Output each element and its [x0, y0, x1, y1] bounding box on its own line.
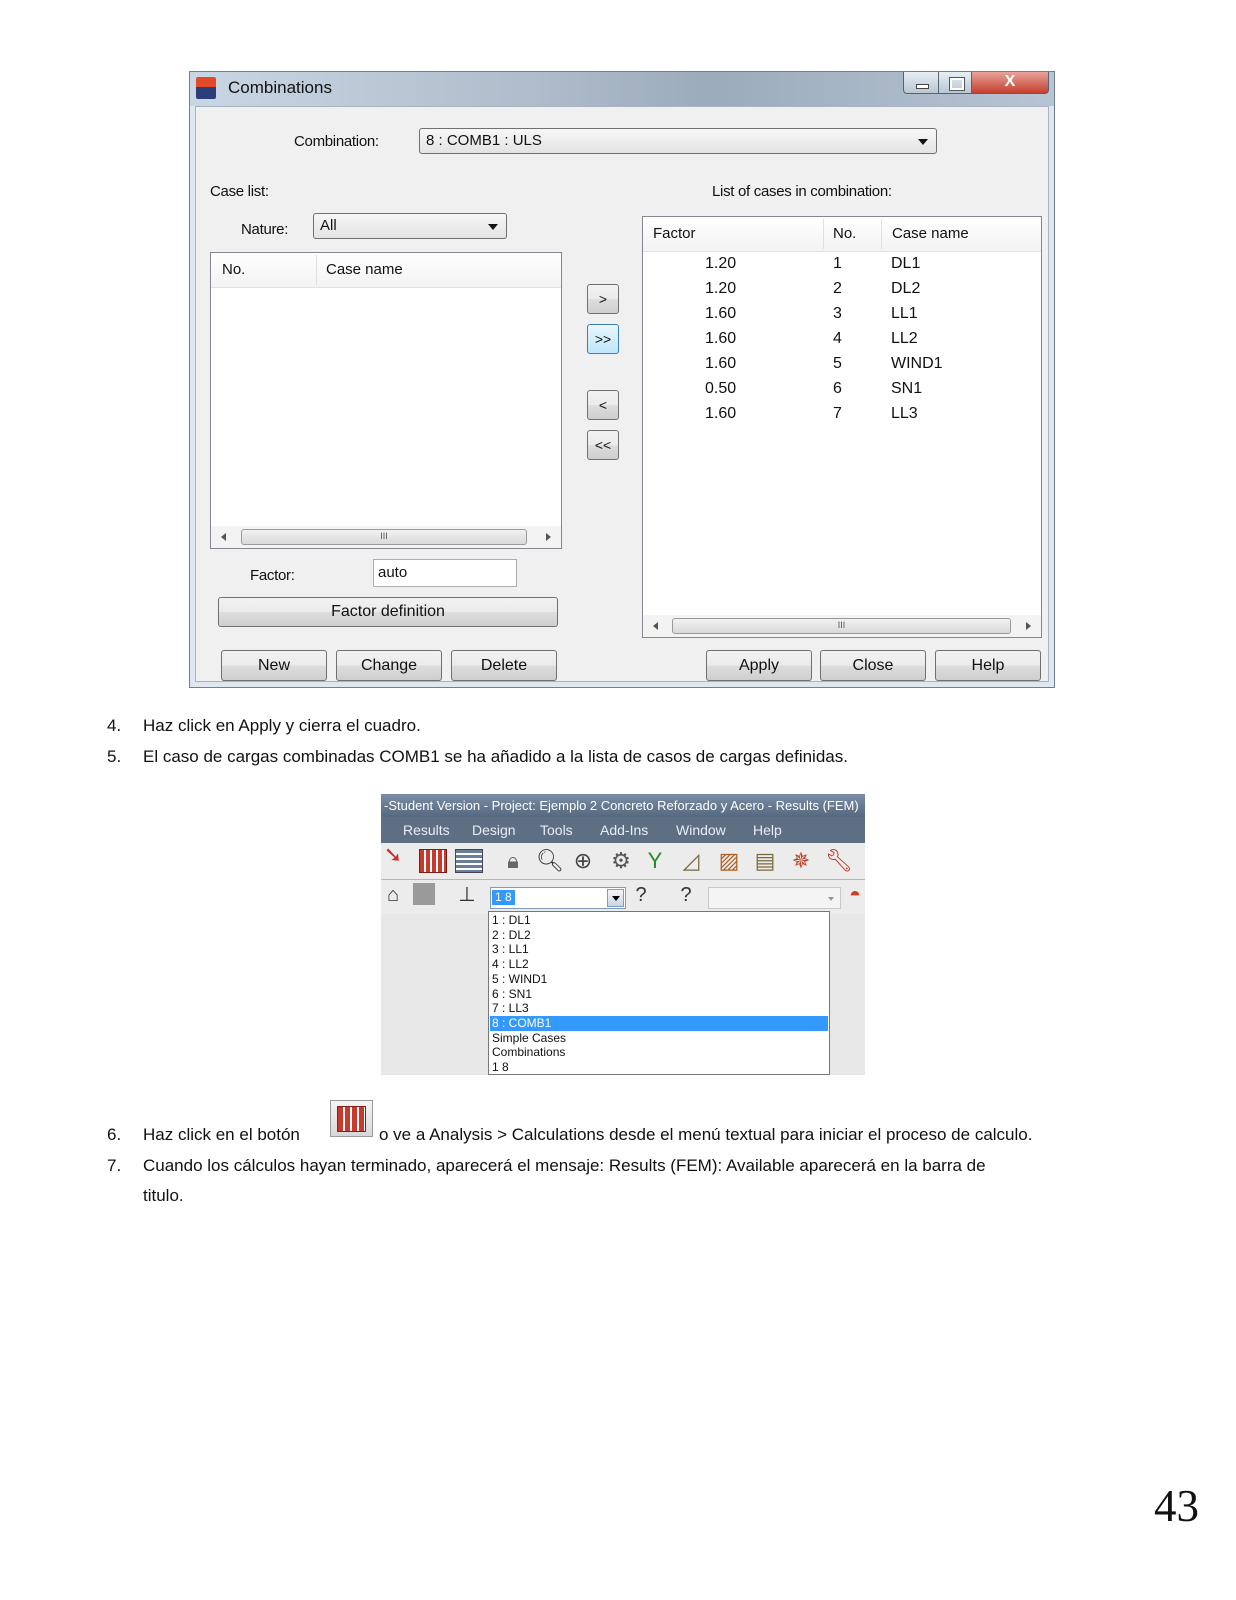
app-titlebar: -Student Version - Project: Ejemplo 2 Concreto Reforzado y Acero - Results (FEM) — [381, 794, 865, 817]
cell-factor: 0.50 — [705, 380, 737, 397]
page-number: 43 — [1154, 1481, 1199, 1531]
case-list[interactable] — [210, 252, 562, 549]
structure-view-icon[interactable]: ⌂ — [386, 884, 400, 906]
combination-value: 8 : COMB1 : ULS — [426, 132, 542, 149]
zoom-icon[interactable]: 🔍︎ — [536, 848, 564, 873]
dropdown-item[interactable]: 4 : LL2 — [492, 957, 529, 972]
remove-all-button[interactable]: << — [587, 430, 619, 460]
combination-row[interactable] — [643, 280, 1039, 305]
maximize-button[interactable] — [938, 72, 972, 94]
measure-icon[interactable]: ◿ — [682, 848, 700, 873]
combination-row[interactable] — [643, 355, 1039, 380]
close-button[interactable]: Close — [820, 650, 926, 681]
apply-button[interactable]: Apply — [706, 650, 812, 681]
add-all-button[interactable]: >> — [587, 324, 619, 354]
dialog-body — [195, 106, 1049, 682]
cell-no: 3 — [833, 305, 842, 322]
add-selected-button[interactable]: > — [587, 284, 619, 314]
scroll-thumb[interactable]: III — [672, 618, 1011, 634]
dropdown-item[interactable]: 1 : DL1 — [492, 913, 531, 927]
zoom-all-icon[interactable]: ⊕ — [573, 848, 593, 873]
branch-icon[interactable]: Y — [647, 848, 663, 873]
wrench-icon[interactable]: 🔧︎ — [825, 848, 853, 873]
nature-label: Nature: — [241, 221, 289, 238]
chevron-down-icon[interactable] — [607, 889, 624, 907]
cell-factor: 1.20 — [705, 280, 737, 297]
step-number: 5. — [107, 747, 122, 766]
delete-button[interactable]: Delete — [451, 650, 557, 681]
step-text: Cuando los cálculos hayan terminado, aparecerá el mensaje: Results (FEM): Available aparecerá en la barra de — [143, 1156, 986, 1175]
load-table-icon[interactable]: ? — [680, 884, 692, 906]
view-icon[interactable]: ⚙ — [611, 848, 631, 873]
dropdown-item[interactable]: 7 : LL3 — [492, 1001, 529, 1016]
combination-row[interactable] — [643, 405, 1039, 430]
cell-name: LL1 — [891, 305, 918, 322]
dialog-titlebar[interactable] — [190, 72, 1054, 106]
combination-list-scrollbar[interactable] — [643, 615, 1041, 637]
cell-factor: 1.60 — [705, 355, 737, 372]
change-button[interactable]: Change — [336, 650, 442, 681]
cell-no: 4 — [833, 330, 842, 347]
cell-name: DL1 — [891, 255, 921, 272]
dropdown-item[interactable]: 8 : COMB1 — [490, 1016, 828, 1031]
load-case-icon[interactable]: ⊥ — [458, 884, 476, 906]
new-button[interactable]: New — [221, 650, 327, 681]
calculator-icon[interactable] — [419, 849, 447, 873]
scroll-left-icon[interactable] — [221, 533, 226, 541]
export-icon[interactable]: ▤ — [754, 848, 776, 873]
menu-results[interactable]: Results — [403, 822, 450, 838]
selected-case-value: 1 8 — [492, 890, 515, 905]
minimize-button[interactable] — [903, 72, 939, 94]
cell-no: 6 — [833, 380, 842, 397]
robot-toolbar-screenshot — [381, 794, 865, 1075]
step-6-continued — [379, 1125, 1032, 1145]
main-toolbar — [381, 843, 865, 880]
dropdown-item[interactable]: Simple Cases — [492, 1030, 567, 1045]
arrow-icon[interactable]: ➘ — [383, 842, 403, 867]
dropdown-item[interactable]: 6 : SN1 — [492, 986, 533, 1001]
cell-no: 5 — [833, 355, 842, 372]
cell-no: 7 — [833, 405, 842, 422]
column-header-no[interactable]: No. — [833, 225, 857, 242]
factor-label: Factor: — [250, 567, 295, 584]
cell-name: LL3 — [891, 405, 918, 422]
nature-select[interactable] — [313, 213, 507, 239]
combination-row[interactable] — [643, 255, 1039, 280]
combination-list-header — [643, 217, 1041, 252]
column-header-no[interactable]: No. — [222, 261, 246, 278]
cell-factor: 1.60 — [705, 305, 737, 322]
step-text: Haz click en Apply y cierra el cuadro. — [143, 716, 421, 735]
help-button[interactable]: Help — [935, 650, 1041, 681]
cell-name: LL2 — [891, 330, 918, 347]
factor-definition-button[interactable]: Factor definition — [218, 597, 558, 627]
case-list-header — [211, 253, 561, 288]
combination-select[interactable] — [419, 128, 937, 154]
chevron-down-icon — [918, 139, 928, 145]
table-icon[interactable] — [455, 849, 483, 873]
cell-name: DL2 — [891, 280, 921, 297]
menu-tools[interactable]: Tools — [540, 822, 573, 838]
nature-value: All — [320, 217, 337, 234]
cell-name: SN1 — [891, 380, 923, 397]
secondary-select[interactable] — [708, 887, 841, 909]
display-icon[interactable]: ◓ — [848, 884, 862, 906]
cube-icon[interactable]: ✵ — [791, 848, 811, 873]
menu-add-ins[interactable]: Add-Ins — [600, 822, 649, 838]
scroll-right-icon[interactable] — [546, 533, 551, 541]
cell-factor: 1.60 — [705, 330, 737, 347]
step-7-continued — [143, 1186, 184, 1206]
combination-label: Combination: — [294, 133, 379, 150]
cases-in-combination-label: List of cases in combination: — [712, 183, 892, 200]
scroll-right-icon[interactable] — [1026, 622, 1031, 630]
factor-input[interactable]: auto — [373, 559, 517, 587]
chevron-down-icon — [488, 224, 498, 230]
case-list-scrollbar[interactable] — [211, 526, 561, 548]
dialog-title: Combinations — [228, 78, 332, 97]
step-number: 7. — [107, 1156, 122, 1175]
load-definition-icon[interactable]: ? — [635, 884, 647, 906]
lock-icon[interactable]: 🔒︎ — [507, 848, 519, 873]
close-window-button[interactable]: X — [971, 72, 1049, 94]
load-case-select[interactable] — [490, 887, 626, 909]
column-header-case-name[interactable]: Case name — [892, 225, 969, 242]
load-icon[interactable] — [413, 883, 435, 905]
step-text-cont: titulo. — [143, 1186, 184, 1205]
dropdown-item[interactable]: 5 : WIND1 — [492, 971, 548, 986]
scroll-thumb[interactable]: III — [241, 529, 527, 545]
step-text-before: Haz click en el botón — [143, 1125, 300, 1144]
step-number: 4. — [107, 716, 122, 735]
robot-app-icon — [196, 77, 216, 99]
step-text: El caso de cargas combinadas COMB1 se ha añadido a la lista de casos de cargas definidas. — [143, 747, 848, 766]
dropdown-item[interactable]: Combinations — [492, 1045, 566, 1060]
calculations-button-icon — [330, 1100, 373, 1137]
step-text-after: o ve a Analysis > Calculations desde el menú textual para iniciar el proceso de calculo. — [379, 1125, 1033, 1144]
case-list-label: Case list: — [210, 183, 269, 200]
combination-row[interactable] — [643, 380, 1039, 405]
menu-window[interactable]: Window — [676, 822, 726, 838]
menu-bar — [381, 817, 865, 843]
column-header-case-name[interactable]: Case name — [326, 261, 403, 278]
dropdown-item[interactable]: 3 : LL1 — [492, 942, 529, 957]
menu-help[interactable]: Help — [753, 822, 782, 838]
combination-row[interactable] — [643, 305, 1039, 330]
dropdown-item[interactable]: 2 : DL2 — [492, 927, 531, 942]
combination-case-list[interactable] — [642, 216, 1042, 638]
combinations-dialog — [189, 71, 1055, 688]
cell-name: WIND1 — [891, 355, 943, 372]
remove-selected-button[interactable]: < — [587, 390, 619, 420]
load-case-dropdown-list[interactable] — [488, 911, 830, 1075]
step-number: 6. — [107, 1125, 122, 1144]
combination-row[interactable] — [643, 330, 1039, 355]
cell-no: 1 — [833, 255, 842, 272]
cell-factor: 1.20 — [705, 255, 737, 272]
ruler-icon[interactable]: ▨ — [718, 848, 740, 873]
cell-no: 2 — [833, 280, 842, 297]
menu-design[interactable]: Design — [472, 822, 516, 838]
dropdown-item[interactable]: 1 8 — [492, 1060, 509, 1074]
column-header-factor[interactable]: Factor — [653, 225, 696, 242]
scroll-left-icon[interactable] — [653, 622, 658, 630]
cell-factor: 1.60 — [705, 405, 737, 422]
